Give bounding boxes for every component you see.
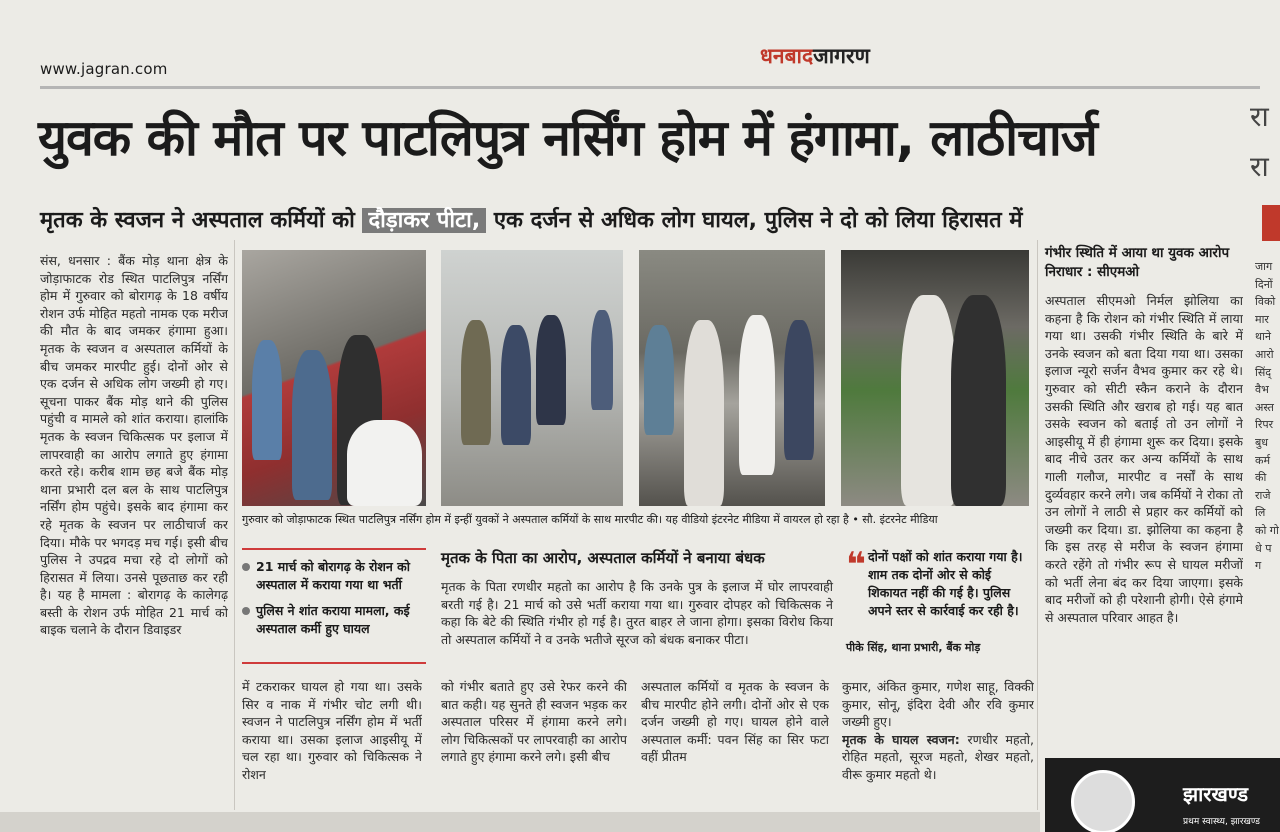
advertisement[interactable] [1045,758,1280,832]
ad-subtitle: प्रथम स्वास्थ्य, झारखण्ड [1183,817,1260,827]
highlights-box [242,548,426,664]
article-continuation-4 [842,678,1034,808]
ad-title: झारखण्ड [1183,782,1249,806]
peek-line-2: रा [1250,150,1269,183]
quote-attribution: पीके सिंह, थाना प्रभारी, बैंक मोड़ [846,641,981,654]
adjacent-article-peek: जाग दिनों विको मार थाने आरो सिंद् वैभ अस्त रिपर बुध कर्म की राजे लि को गो धे प ग [1255,260,1279,573]
article-text: संस, धनसार : बैंक मोड़ थाना क्षेत्र के जोड़ाफाटक रोड स्थित पाटलिपुत्र नर्सिंग होम में गुरुवार को बोरागढ़ के 18 वर्षीय रोशन उर्फ मोहित महतो नामक एक मरीज की मौत के बाद जमकर हंगामा हुआ। मृतक के स्वजन व अस्पताल कर्मियों के बीच जमकर मारपीट हुई। दोनों ओर से एक दर्जन से अधिक लोग जख्मी हो गए। सूचना पाकर बैंक मोड़ थाने की पुलिस पहुंची व मामले को शांत कराया। हालांकि मृतक के स्वजन चिकित्सक पर इलाज में लापरवाही का आरोप लगाते हुए हंगामा करते रहे। करीब शाम छह बजे बैंक मोड़ थाना प्रभारी दल बल के साथ पाटलिपुत्र नर्सिंग होम पहुंचे। इसके बाद हंगामा कर रहे मृतक के स्वजन पर लाठीचार्ज कर दिया। मौके पर भगदड़ मच गई। इसी बीच पुलिस ने उपद्रव मचा रहे दो लोगों को हिरासत में लिया। उनसे पूछताछ कर रही है। यह है मामला : बोरागढ़ के कालेगढ़ बस्ती के रोशन उर्फ मोहित 21 मार्च को बाइक चलाने के दौरान डिवाइडर [40,253,228,638]
masthead-brand: जागरण [813,44,870,68]
headline: युवक की मौत पर पाटलिपुत्र नर्सिंग होम में हंगामा, लाठीचार्ज [38,109,1097,167]
article-column-1 [40,252,228,802]
article-continuation-1: में टकराकर घायल हो गया था। उसके सिर व नाक में गंभीर चोट लगी थी। स्वजन ने पाटलिपुत्र नर्सिंग होम में भर्ती कराया था। उसका इलाज आइसीयू में चल रहा था। गुरुवार को चिकित्सक ने रोशन [242,679,422,782]
article-continuation-2: को गंभीर बताते हुए उसे रेफर करने की बात कही। यह सुनते ही स्वजन भड़क कर अस्पताल परिसर में हंगामा करने लगे। लोग चिकित्सकों पर लापरवाही का आरोप लगाते हुए हंगामा करने लगे। इसी बीच [441,679,627,765]
highlight-item: पुलिस ने शांत कराया मामला, कई अस्पताल कर्मी हुए घायल [242,602,436,638]
masthead-city: धनबाद [760,44,814,68]
quote-text: दोनों पक्षों को शांत कराया गया है। शाम तक दोनों ओर से कोई शिकायत नहीं की गई है। पुलिस अपने स्तर से कार्रवाई कर रही है। [868,549,1023,618]
quote-icon: ❝ [846,545,866,585]
emblem-icon [1071,770,1135,832]
highlight-item: 21 मार्च को बोरागढ़ के रोशन को अस्पताल में कराया गया था भर्ती [242,558,436,594]
site-url[interactable]: www.jagran.com [40,60,168,78]
news-photo-2 [441,250,623,506]
news-photo-1 [242,250,426,506]
injured-staff-list: कुमार, अंकित कुमार, गणेश साहू, विक्की कुमार, सोनू, इंदिरा देवी और रवि कुमार जख्मी हुए। [842,679,1034,730]
injured-family-list: रणधीर महतो, रोहित महतो, सूरज महतो, शेखर महतो, वीरू कुमार महतो थे। [842,731,1034,782]
news-photo-4 [841,250,1029,506]
column-rule [1037,240,1038,810]
header-rule [40,86,1260,89]
masthead [760,42,870,70]
adjacent-headline-peek [1250,92,1269,192]
news-photo-3 [639,250,825,506]
photo-caption: गुरुवार को जोड़ाफाटक स्थित पाटलिपुत्र नर्सिंग होम में इन्हीं युवकों ने अस्पताल कर्मियों के साथ मारपीट की। यह वीडियो इंटरनेट मीडिया में वायरल हो रहा है • सौ. इंटरनेट मीडिया [242,513,938,526]
subheadline [40,205,1210,237]
side-story-title: गंभीर स्थिति में आया था युवक आरोप निराधार : सीएमओ [1045,245,1230,280]
sub-story-title: मृतक के पिता का आरोप, अस्पताल कर्मियों ने बनाया बंधक [441,549,765,567]
subhead-highlight: दौड़ाकर पीटा, [362,208,486,233]
article-continuation-3: अस्पताल कर्मियों व मृतक के स्वजन के बीच मारपीट होने लगी। दोनों ओर से एक दर्जन जख्मी हो गए। घायल होने वाले अस्पताल कर्मी: पवन सिंह का सिर फटा वहीं प्रीतम [641,679,829,765]
sub-story-body: मृतक के पिता रणधीर महतो का आरोप है कि उनके पुत्र के इलाज में घोर लापरवाही बरती गई है। 21 मार्च को उसे भर्ती कराया गया था। गुरुवार दोपहर को चिकित्सक ने कहा कि बेटे की स्थिति गंभीर हो गई है। तुरत बाहर ले जाना होगा। इसका विरोध किया तो अस्पताल कर्मियों ने व उनके भतीजे सूरज को बंधक बनाकर पीटा। [441,579,833,647]
subhead-end: एक दर्जन से अधिक लोग घायल, पुलिस ने दो को लिया हिरासत में [486,208,1023,233]
injured-family-label: मृतक के घायल स्वजन: [842,731,960,747]
column-rule [234,240,235,810]
next-page-edge [0,812,1040,832]
side-story-body: अस्पताल सीएमओ निर्मल झोलिया का कहना है कि रोशन को गंभीर स्थिति में लाया गया था। उसकी गंभीर स्थिति के बारे में उनके स्वजन को बता दिया गया था। उसका इलाज न्यूरो सर्जन वैभव कुमार कर रहे थे। गुरुवार को सीटी स्कैन कराने के दौरान उसकी स्थिति और खराब हो गई। यह बात उसके स्वजन को बताई तो उन लोगों ने आइसीयू में ही हंगामा शुरू कर दिया। इसके बाद नीचे उतर कर अन्य कर्मियों के साथ गाली गलौज, मारपीट व नर्सों के साथ दुर्व्यवहार करने लगे। जब कर्मियों ने रोका तो उन लोगों ने लाठी से प्रहार कर कर्मियों को जख्मी कर दिया। डा. झोलिया का कहना है कि इस तरह से मरीज के स्वजन हंगामा करते रहेंगे तो गंभीर रूप से घायल मरीजों को भर्ती लेना बंद कर दिया जाएगा। इसके बाद मरीजों को ही परेशानी होगी। ऐसे हंगामे से अस्पताल परिवार आहत है। [1045,293,1243,625]
subhead-start: मृतक के स्वजन ने अस्पताल कर्मियों को [40,208,363,233]
peek-line-1: रा [1250,100,1269,133]
adjacent-red-tag [1262,205,1280,241]
